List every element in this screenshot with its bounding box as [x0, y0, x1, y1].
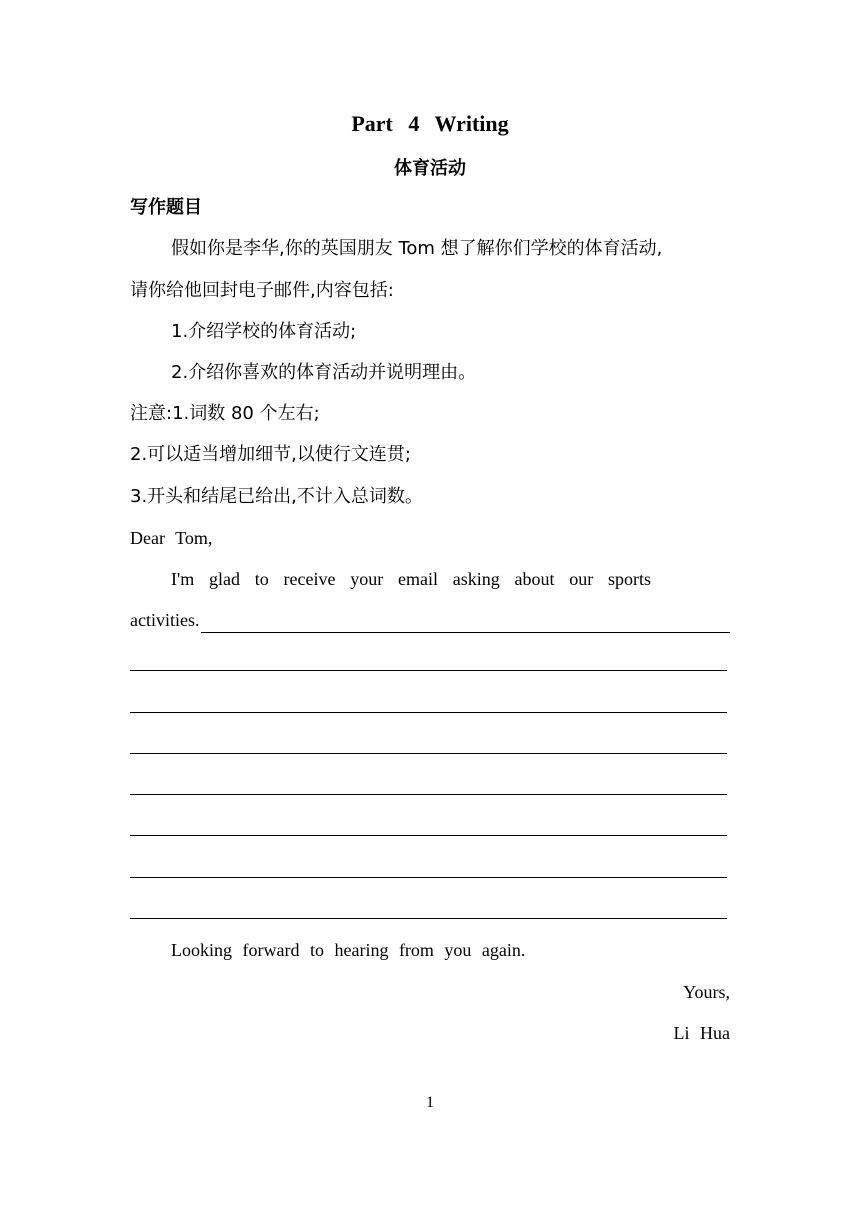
opening-word: asking [452, 569, 500, 589]
prompt-intro-line-2: 请你给他回封电子邮件,内容包括: [130, 280, 394, 301]
opening-word: sports [607, 569, 651, 589]
letter-opening-line [171, 566, 651, 592]
writing-blank-line[interactable] [130, 918, 727, 919]
writing-blank-line[interactable] [130, 835, 727, 836]
opening-word: your [350, 569, 384, 589]
prompt-note-2: 2.可以适当增加细节,以使行文连贯; [130, 444, 411, 465]
opening-word: our [569, 569, 594, 589]
letter-closing: Looking forward to hearing from you again. [171, 940, 526, 960]
opening-word: glad [209, 569, 240, 589]
prompt-intro-line-1: 假如你是李华,你的英国朋友 Tom 想了解你们学校的体育活动, [171, 238, 663, 259]
writing-blank-line[interactable] [130, 712, 727, 713]
page-subtitle: 体育活动 [394, 158, 466, 179]
opening-word: I'm [171, 569, 195, 589]
prompt-note-1: 注意:1.词数 80 个左右; [130, 403, 320, 424]
letter-greeting: Dear Tom, [130, 528, 213, 548]
letter-opening-continuation [130, 607, 730, 633]
writing-blank-inline[interactable] [201, 612, 730, 633]
opening-word: email [397, 569, 438, 589]
letter-sign-off: Yours, [683, 982, 730, 1002]
letter-signature: Li Hua [673, 1023, 730, 1043]
opening-word: to [254, 569, 269, 589]
writing-blank-line[interactable] [130, 753, 727, 754]
opening-word: receive [283, 569, 336, 589]
prompt-heading: 写作题目 [130, 197, 202, 218]
opening-end-word: activities. [130, 610, 200, 630]
prompt-point-2: 2.介绍你喜欢的体育活动并说明理由。 [171, 362, 477, 383]
page-number: 1 [426, 1094, 434, 1111]
writing-blank-line[interactable] [130, 794, 727, 795]
prompt-note-3: 3.开头和结尾已给出,不计入总词数。 [130, 486, 423, 507]
page-title: Part 4 Writing [351, 111, 509, 136]
opening-word: about [514, 569, 555, 589]
writing-blank-line[interactable] [130, 877, 727, 878]
writing-blank-line[interactable] [130, 670, 727, 671]
prompt-point-1: 1.介绍学校的体育活动; [171, 321, 357, 342]
